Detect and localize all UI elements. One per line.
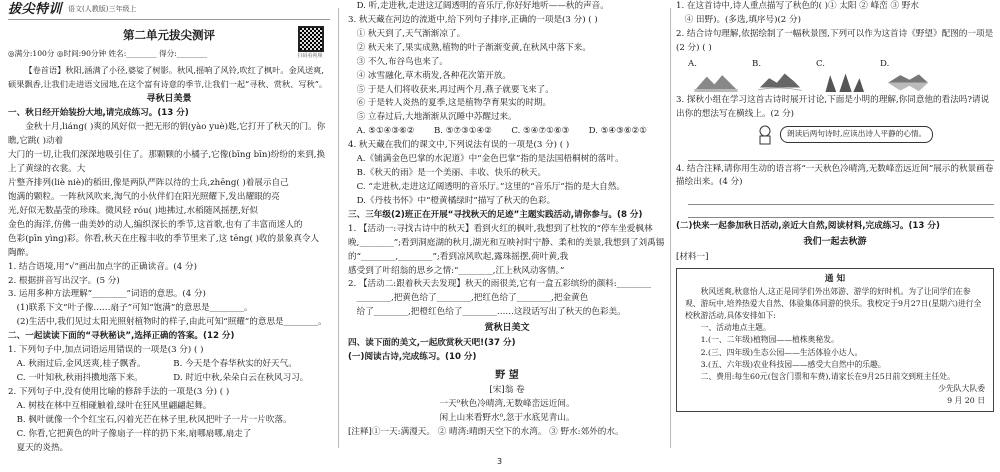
passage-line: 片整齐排列(liè niè)的稻田,像是两队严阵以待的士兵,zhēng( )着展示自己 xyxy=(8,178,289,189)
notice-line: 3.(五、六年级)农业科技园——感受大自然中的乐趣。 xyxy=(700,359,886,369)
question-item: 2. 结合诗句理解,依据绘制了一幅秋景图,下列可以作为这首诗《野望》配图的一项是(2 分) ( ) xyxy=(676,28,994,53)
choice-question: 1. 下列句子中,加点词语运用错误的一项是(3 分) ( ) xyxy=(8,345,204,356)
choice-question: 2. 下列句子中,没有使用比喻的修辞手法的一项是(3 分) ( ) xyxy=(8,386,230,397)
reflected-mountain-icon xyxy=(880,72,936,92)
activity-text: 给了________,把橙红色给了________……这段话写出了秋天的色彩美。 xyxy=(356,307,626,318)
sub-question: (1)联系下文“叶子像……扇子”可知“饱满”的意思是________。 xyxy=(16,303,253,314)
choice-question: 4. 秋天藏在我们的课文中,下列说法有误的一项是(3 分) ( ) xyxy=(348,140,570,151)
poem-line: 一天⁰秋色冷晴湾,无数峰峦远近间。 xyxy=(439,398,575,409)
choice-option[interactable]: D. 时近中秋,朵朵白云在秋风习习。 xyxy=(173,372,309,383)
notice-title: 通 知 xyxy=(824,273,846,284)
reading-2-heading: (二)快来一起参加秋日活动,亲近大自然,阅读材料,完成练习。(13 分) xyxy=(676,221,940,232)
mountain-river-icon xyxy=(752,72,808,92)
notice-line: 1.(一、二年级)植物园——植株奥秘发。 xyxy=(700,335,839,345)
answer-lines[interactable] xyxy=(688,148,994,161)
poem-title: 野 望 xyxy=(495,369,519,381)
choice-option[interactable]: A. 树枝在林中互相碰触着,绿叶在狂风里翩翩起舞。 xyxy=(16,400,212,411)
column-right xyxy=(676,0,994,472)
question-4-heading: 四、读下面的美文,一起欣赏秋天吧!(37 分) xyxy=(348,337,516,348)
notice-line: 一、活动地点主题。 xyxy=(700,323,771,333)
choice-option[interactable]: B. 枫叶就像一个个红宝石,闪着光芒在林子里,秋风把叶子一片一片吹落。 xyxy=(16,414,292,425)
unit-title: 第二单元拔尖测评 xyxy=(123,28,215,42)
poem-author: [宋]翁 卷 xyxy=(489,384,525,395)
question-item: 3. 探秋小组在学习这首古诗时展开讨论,下面是小明的理解,你同意他的看法吗?请说出你的想法写在横线上。(2 分) xyxy=(676,94,990,119)
sub-question: 3. 运用多种方法理解“________”词语的意思。(4 分) xyxy=(8,289,206,300)
notice-date: 9 月 20 日 xyxy=(947,395,985,405)
answer-lines[interactable] xyxy=(688,192,994,218)
brand-logo: 拔尖特训 xyxy=(8,2,63,18)
notice-box xyxy=(676,268,994,412)
option-image-a[interactable]: A. xyxy=(688,58,744,92)
sentence-item: ⑤ 立春过后,大地渐渐从沉睡中苏醒过来。 xyxy=(356,112,517,123)
question-item: ④ 田野)。(多选,填序号)(2 分) xyxy=(684,14,801,25)
landscape-options xyxy=(688,58,994,92)
choice-option[interactable]: C. ⑤④⑦①⑥③ xyxy=(511,126,570,137)
question-1-heading: 一、秋日经开始装扮大地,请完成练习。(13 分) xyxy=(8,108,189,119)
sentence-item: ③ 不久,布谷鸟也来了。 xyxy=(356,56,448,67)
choice-option[interactable]: B.《秋天的雨》是一个美丽、丰收、快乐的秋天。 xyxy=(356,168,547,179)
passage-line: 饱满的颗粒。一阵秋风吹来,淘气的小伙伴们在阳光照耀下,发出耀眼的亮 xyxy=(8,191,280,202)
notice-line: 2.(三、四年级)生态公园——生活体验小达人。 xyxy=(700,347,863,357)
student-avatar-icon xyxy=(756,125,774,145)
passage-line: 大门的一切,让我们深深地吸引住了。那颗颗的小橘子,它像(bīng bīn)纷纷的来到,换上了黄绿的衣裳。大 xyxy=(8,150,326,175)
passage-line: 色彩(pīn yìng)彩。你看,秋天在庄稼丰收的季节里来了,这 tēng( )收的景象真令人 xyxy=(8,233,320,244)
column-divider xyxy=(338,8,339,448)
activity-text: 2. 【活动二:跟着秋天去发现】秋天的雨很美,它有一盒五彩缤纷的颜料:________ xyxy=(348,279,652,290)
passage-line: 光,好似无数晶莹的珍珠。微风轻 róu( )地拂过,水稻随风摇摆,好似 xyxy=(8,205,259,216)
sub-question: (2)生活中,我们见过太阳光照射植物时的样子,由此可知“照耀”的意思是________。 xyxy=(16,317,327,328)
choice-option[interactable]: C. 你看,它把黄色的叶子像扇子一样的扔下来,扇哪扇哪,扇走了 xyxy=(16,428,252,439)
activity-text: 1. 【活动一:寻找古诗中的秋天】看到火红的枫叶,我想到了杜牧的“停车坐爱枫林晚,________”;看到洞庭湖的秋月,湖光和互映衬时宁静、柔和的美景,我想到了刘禹锡的“________,________”;看到凉风吹起,露珠摇摆,荷叶黄,我 xyxy=(348,223,665,262)
passage-line: 金色的海洋,仿佛一曲美妙的动人,编织深长的季节,这首歌,也有了丰富而迷人的 xyxy=(8,219,303,230)
activity-title: 我们一起去秋游 xyxy=(803,237,867,248)
sentence-item: ① 秋天到了,天气渐渐凉了。 xyxy=(356,28,466,39)
activity-text: 感受到了叶绍翁的思乡之情:“________,江上秋风动客情。” xyxy=(348,265,565,276)
page-number: 3 xyxy=(497,457,503,466)
sentence-item: ② 秋天来了,果实成熟,植物的叶子渐渐变黄,在秋风中落下来。 xyxy=(356,42,591,53)
question-item: 1. 在这首诗中,诗人重点描写了秋色的( )① 太阳 ② 峰峦 ③ 野水 xyxy=(676,1,920,11)
question-2-heading: 二、一起读读下面的“寻秋秘诀”,选择正确的答案。(12 分) xyxy=(8,331,235,342)
speech-bubble: 朗读后两句诗时,应读出诗人平静的心情。 xyxy=(780,126,933,142)
column-divider xyxy=(670,8,671,448)
question-3-heading: 三、三年级(2)班正在开展“寻找秋天的足迹”主题实践活动,请你参与。(8 分) xyxy=(348,209,643,220)
option-image-b[interactable]: B. xyxy=(752,58,808,92)
choice-option[interactable]: A. 秋雨过后,金风送爽,桂子飘香。 xyxy=(16,359,146,370)
column-middle xyxy=(348,0,666,472)
option-image-d[interactable]: D. xyxy=(880,58,936,92)
choice-option[interactable]: D. 听,走进秋,走进这辽阔透明的音乐厅,你好好地听——秋的声音。 xyxy=(356,1,609,11)
passage-line: 陶醉。 xyxy=(8,247,34,258)
choice-option[interactable]: D.《丹枝书怀》中“橙黄橘绿时”描写了秋天的色彩。 xyxy=(356,195,556,206)
poem-notes: [注释]①一天:满漫天。 ② 晴湾:晴朗天空下的水湾。 ③ 野水:郊外的水。 xyxy=(348,426,624,437)
column-left xyxy=(8,0,330,472)
choice-option[interactable]: A.《铺满金色巴掌的水泥道》中“金色巴掌”指的是法国梧桐树的落叶。 xyxy=(356,154,624,165)
question-item: 4. 结合注释,请你用生动的语言将“一天秋色冷晴湾,无数峰峦远近间”展示的秋景画卷描绘出来。(4 分) xyxy=(676,163,994,188)
question-4-sub-heading: (一)阅读古诗,完成练习。(10 分) xyxy=(348,351,477,362)
qr-label: 扫码看视频 xyxy=(297,53,323,59)
section-title-1: 寻秋日美景 xyxy=(146,93,192,104)
notice-line: 秋风送爽,秋意怡人,这正是同学们外出郊游、游学的好时机。为了让同学们在参观、游玩中,培养热爱大自然、体验集体同游的快乐。我校定于9月27日(星期六)进行全校秋游活动,具体安排如下: xyxy=(685,287,982,321)
sentence-item: ④ 冰雪融化,草木萌发,各种花次第开放。 xyxy=(356,70,511,81)
section-title-2: 赏秋日美文 xyxy=(484,323,530,334)
header-rule xyxy=(8,19,330,20)
option-image-c[interactable]: C. xyxy=(816,58,872,92)
mountain-lake-icon xyxy=(688,72,744,92)
choice-option[interactable]: C. “走进秋,走进这辽阔透明的音乐厅。”这里的“音乐厅”指的是大自然。 xyxy=(356,181,625,192)
sub-question: 1. 结合语境,用“√”画出加点字的正确读音。(4 分) xyxy=(8,261,197,272)
subject-label: 语文(人教版)三年级上 xyxy=(68,5,137,14)
page-header xyxy=(8,0,330,20)
choice-option[interactable]: B. ⑤⑦③①④② xyxy=(433,126,492,137)
activity-text: ________,把黄色给了________,把红色给了________,把金黄色 xyxy=(356,293,589,304)
choice-option[interactable]: A. ⑤①④③⑥② xyxy=(356,126,415,137)
qr-code-icon[interactable] xyxy=(298,26,324,52)
choice-option[interactable]: D. ⑤④③⑥②① xyxy=(588,126,647,137)
poem-line: 闲上山来看野水⁰,忽于水底见青山。 xyxy=(439,412,575,423)
notice-line: 二、费用:每生60元(包含门票和车费),请家长在9月25日前交到班主任处。 xyxy=(700,371,955,381)
choice-option[interactable]: C. 一叶知秋,秋雨抖擞地落下来。 xyxy=(16,372,143,383)
choice-option-continued: 夏天的炎热。 xyxy=(16,442,69,453)
sub-question: 2. 根据拼音写出汉字。(5 分) xyxy=(8,275,120,286)
student-dialogue xyxy=(756,125,994,145)
intro-paragraph: 【卷首语】秋阳,涵满了小径,婆娑了树影。秋风,摇响了风铃,吹红了枫叶。金风送爽,硕果飘香,让我们走进语文园地,在这个富有诗意的季节,让我们一起“寻秋、赏秋、写秋”。 xyxy=(8,65,328,89)
cliff-valley-icon xyxy=(816,72,872,92)
choice-option[interactable]: B. 今天是个春华秋实的好天气。 xyxy=(173,359,297,370)
score-line: ◎满分:100分 ◎时间:90分钟 姓名:________ 得分:________ xyxy=(8,49,208,58)
sentence-item: ⑤ 于是人们将收获来,再过两个月,燕子就要飞来了。 xyxy=(356,84,554,95)
material-label: [材料一] xyxy=(676,251,709,262)
choice-question: 3. 秋天藏在河边的流逝中,给下列句子排序,正确的一项是(3 分) ( ) xyxy=(348,14,598,25)
sentence-item: ⑥ 于是转人炎热的夏季,这是植物孕育果实的时期。 xyxy=(356,98,552,109)
notice-signature: 少先队大队委 xyxy=(938,383,985,393)
passage-line: 金秋十月,liáng( )爽的风好似一把无形的钥(yào yuè)匙,它打开了秋天的门。你瞧,它跳( )动着 xyxy=(8,122,326,147)
